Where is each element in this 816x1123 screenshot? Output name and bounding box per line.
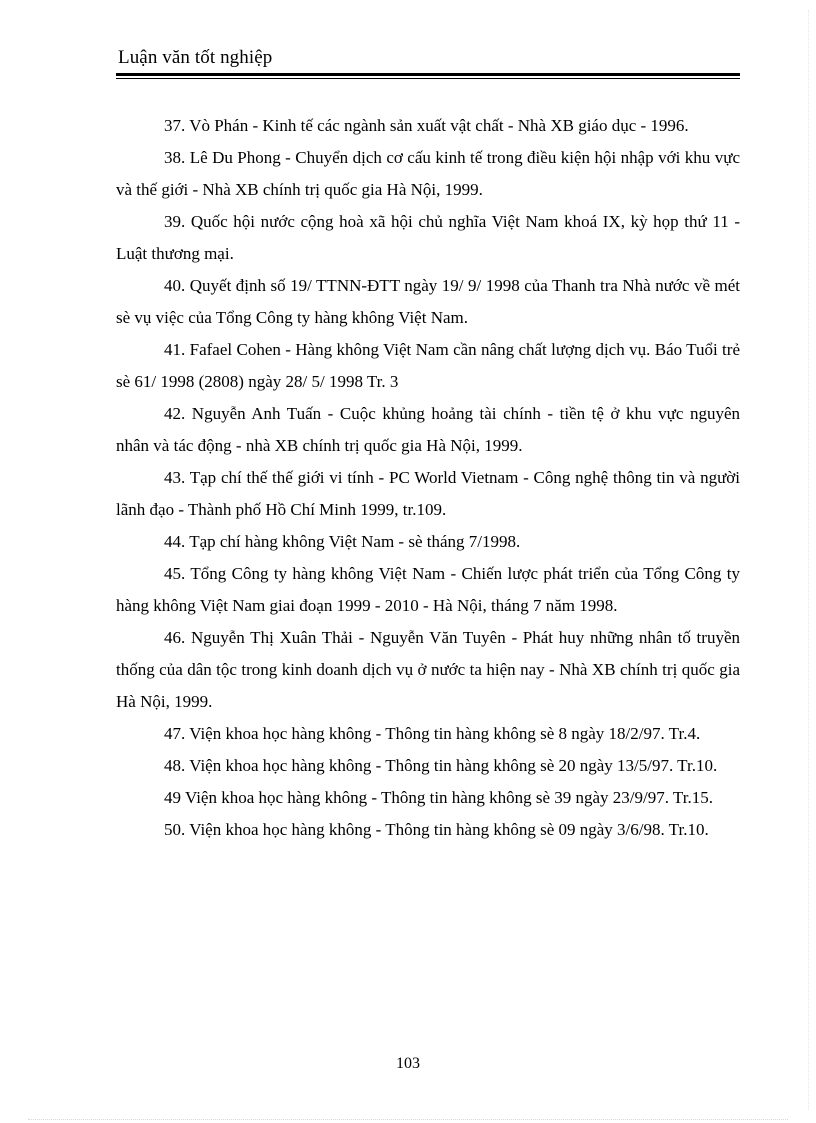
header-rule-thin xyxy=(116,78,740,79)
page-number: 103 xyxy=(396,1055,420,1072)
reference-item-40: 40. Quyết định số 19/ TTNN-ĐTT ngày 19/ 9/ 1998 của Thanh tra Nhà nước về mét sè vụ việc của Tổng Công ty hàng không Việt Nam. xyxy=(116,276,740,327)
reference-item-46: 46. Nguyễn Thị Xuân Thải - Nguyễn Văn Tuyên - Phát huy những nhân tố truyền thống của dân tộc trong kinh doanh dịch vụ ở nước ta hiện nay - Nhà XB chính trị quốc gia Hà Nội, 1999. xyxy=(116,628,740,711)
reference-item-48: 48. Viện khoa học hàng không - Thông tin hàng không sè 20 ngày 13/5/97. Tr.10. xyxy=(164,756,718,775)
reference-item-38: 38. Lê Du Phong - Chuyển dịch cơ cấu kinh tế trong điều kiện hội nhập với khu vực và thế giới - Nhà XB chính trị quốc gia Hà Nội, 1999. xyxy=(116,148,740,199)
reference-item-47: 47. Viện khoa học hàng không - Thông tin hàng không sè 8 ngày 18/2/97. Tr.4. xyxy=(164,724,701,743)
reference-item-49: 49 Viện khoa học hàng không - Thông tin hàng không sè 39 ngày 23/9/97. Tr.15. xyxy=(164,788,713,807)
reference-item-39: 39. Quốc hội nước cộng hoà xã hội chủ nghĩa Việt Nam khoá IX, kỳ họp thứ 11 - Luật thương mại. xyxy=(116,212,740,263)
reference-item-43: 43. Tạp chí thế thế giới vi tính - PC World Vietnam - Công nghệ thông tin và người lãnh đạo - Thành phố Hồ Chí Minh 1999, tr.109. xyxy=(116,468,740,519)
reference-item-45: 45. Tổng Công ty hàng không Việt Nam - Chiến lược phát triển của Tổng Công ty hàng không Việt Nam giai đoạn 1999 - 2010 - Hà Nội, tháng 7 năm 1998. xyxy=(116,564,740,615)
page-header xyxy=(116,46,740,79)
reference-list xyxy=(116,110,740,846)
reference-item-37: 37. Vò Phán - Kinh tế các ngành sản xuất vật chất - Nhà XB giáo dục - 1996. xyxy=(164,116,689,135)
reference-item-42: 42. Nguyễn Anh Tuấn - Cuộc khủng hoảng tài chính - tiền tệ ở khu vực nguyên nhân và tác động - nhà XB chính trị quốc gia Hà Nội, 1999. xyxy=(116,404,740,455)
header-title: Luận văn tốt nghiệp xyxy=(118,47,273,68)
page-right-border xyxy=(808,10,809,1110)
reference-item-50: 50. Viện khoa học hàng không - Thông tin hàng không sè 09 ngày 3/6/98. Tr.10. xyxy=(164,820,709,839)
page-bottom-border xyxy=(28,1119,788,1120)
reference-item-44: 44. Tạp chí hàng không Việt Nam - sè tháng 7/1998. xyxy=(164,532,521,551)
reference-item-41: 41. Fafael Cohen - Hàng không Việt Nam cần nâng chất lượng dịch vụ. Báo Tuổi trẻ sè 61/ 1998 (2808) ngày 28/ 5/ 1998 Tr. 3 xyxy=(116,340,740,391)
header-rule-thick xyxy=(116,73,740,76)
